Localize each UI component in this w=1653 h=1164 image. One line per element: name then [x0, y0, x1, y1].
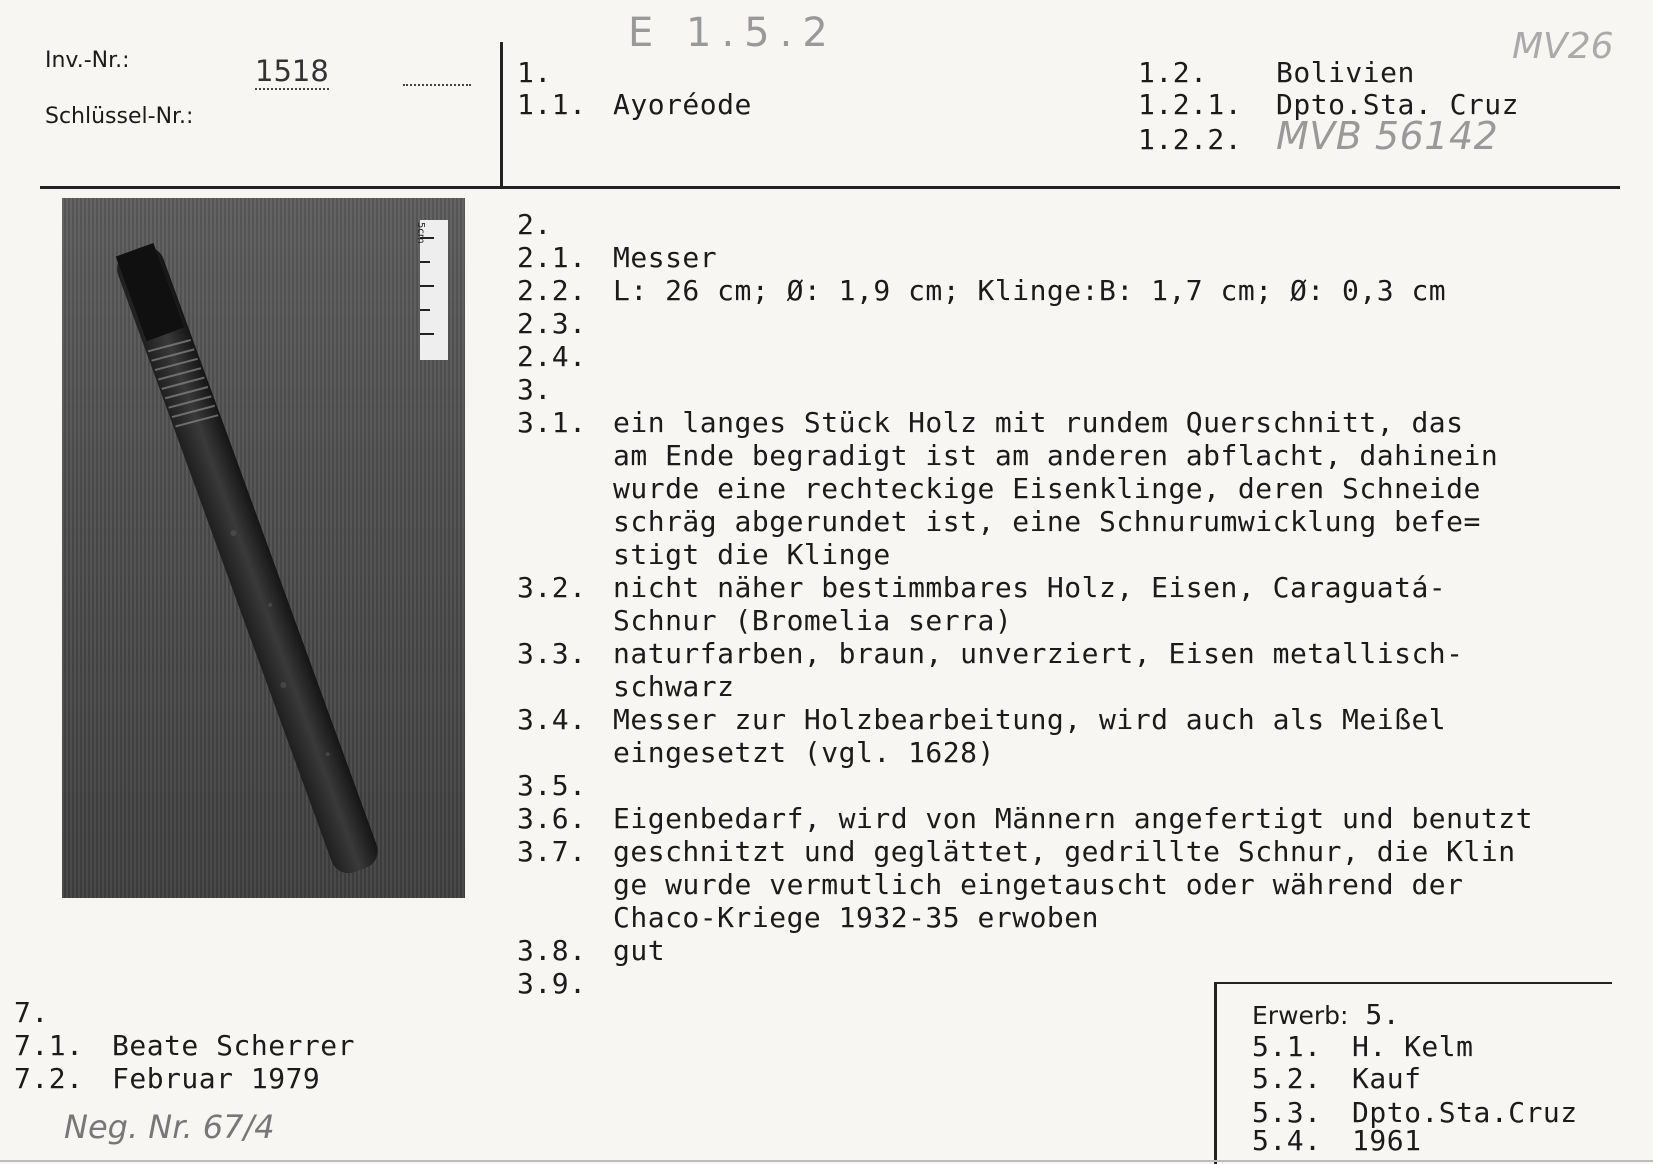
s1-1-row [517, 88, 752, 121]
inv-number: 1518 [255, 54, 329, 88]
s3-row [517, 373, 613, 406]
s3-num: 3.4. [517, 703, 587, 736]
s1-2-1-num: 1.2.1. [1138, 88, 1243, 121]
s3-text: stigt die Klinge [613, 538, 891, 571]
s3-num: 3.3. [517, 637, 587, 670]
top-stamp: E 1.5.2 [628, 10, 838, 56]
knife-image [62, 198, 465, 898]
s3-text: nicht näher bestimmbares Holz, Eisen, Caraguatá- [613, 571, 1447, 604]
s1-2-row [1138, 56, 1415, 89]
inv-value [255, 54, 329, 90]
s3-text: ge wurde vermutlich eingetauscht oder während der [613, 868, 1464, 901]
s3-row [517, 901, 1099, 934]
acquisition-label: Erwerb: [1252, 1001, 1349, 1030]
s5-1-value: H. Kelm [1352, 1030, 1474, 1063]
s3-text: geschnitzt und geglättet, gedrillte Schnur, die Klin [613, 835, 1516, 868]
s3-num: 3.6. [517, 802, 587, 835]
s1-num: 1. [517, 56, 552, 89]
corner-note: MV26 [1512, 26, 1614, 67]
s2-row [517, 340, 613, 373]
s7-num: 7. [14, 996, 49, 1029]
inv-label: Inv.-Nr.: [45, 48, 130, 73]
s3-row [517, 835, 1516, 868]
s1-1-value: Ayoréode [613, 88, 752, 121]
s7-1-num: 7.1. [14, 1029, 84, 1062]
s3-text: Eigenbedarf, wird von Männern angefertigt und benutzt [613, 802, 1533, 835]
s3-row [517, 769, 613, 802]
s2-row [517, 274, 1446, 307]
s3-row [517, 934, 665, 967]
s3-row [517, 571, 1446, 604]
s2-num: 2.4. [517, 340, 587, 373]
card-bottom-edge [0, 1160, 1653, 1162]
s5-1-num: 5.1. [1252, 1030, 1322, 1063]
s2-row [517, 208, 613, 241]
s3-text: eingesetzt (vgl. 1628) [613, 736, 995, 769]
s3-row [517, 670, 735, 703]
s3-row [517, 439, 1498, 472]
s3-num: 3.5. [517, 769, 587, 802]
s3-text: naturfarben, braun, unverziert, Eisen metallisch- [613, 637, 1464, 670]
s7-2-value: Februar 1979 [112, 1062, 321, 1095]
s3-row [517, 604, 1012, 637]
s5-2-value: Kauf [1352, 1062, 1422, 1095]
s3-num: 3.8. [517, 934, 587, 967]
s5-1-row [1252, 1030, 1474, 1063]
s3-text: am Ende begradigt ist am anderen abflacht, dahinein [613, 439, 1499, 472]
s2-text: L: 26 cm; Ø: 1,9 cm; Klinge:B: 1,7 cm; Ø: 0,3 cm [613, 274, 1447, 307]
s5-2-num: 5.2. [1252, 1062, 1322, 1095]
s3-num: 3.7. [517, 835, 587, 868]
s3-row [517, 736, 995, 769]
s7-1-value: Beate Scherrer [112, 1029, 356, 1062]
s3-row [517, 538, 891, 571]
s3-num: 3.9. [517, 967, 587, 1000]
s3-row [517, 868, 1464, 901]
s3-row [517, 703, 1446, 736]
header-divider [500, 42, 503, 186]
s3-text: wurde eine rechteckige Eisenklinge, deren Schneide [613, 472, 1481, 505]
s7-2-num: 7.2. [14, 1062, 84, 1095]
s3-row [517, 505, 1481, 538]
s3-text: schräg abgerundet ist, eine Schnurumwicklung befe= [613, 505, 1481, 538]
s1-1-num: 1.1. [517, 88, 587, 121]
s3-text: Messer zur Holzbearbeitung, wird auch als Meißel [613, 703, 1447, 736]
object-photo [62, 198, 465, 898]
acquisition-box-left [1214, 982, 1217, 1164]
s3-num: 3. [517, 373, 552, 406]
negative-number-note: Neg. Nr. 67/4 [64, 1108, 275, 1146]
s1-2-value: Bolivien [1276, 56, 1415, 89]
scale-label: 5cm [415, 222, 426, 244]
s5-num: 5. [1365, 998, 1401, 1031]
s1-2-2-row [1138, 114, 1499, 158]
s7-2-row [14, 1062, 320, 1095]
s1-2-num: 1.2. [1138, 56, 1208, 89]
s3-num: 3.1. [517, 406, 587, 439]
s3-text: Chaco-Kriege 1932-35 erwoben [613, 901, 1100, 934]
s2-num: 2.2. [517, 274, 587, 307]
s5-4-value: 1961 [1352, 1124, 1422, 1157]
s3-row [517, 802, 1533, 835]
s3-row [517, 637, 1464, 670]
s1-2-2-num: 1.2.2. [1138, 123, 1243, 156]
s3-text: ein langes Stück Holz mit rundem Querschnitt, das [613, 406, 1464, 439]
s2-row [517, 241, 717, 274]
inv-dotted-line [403, 84, 471, 86]
s2-num: 2.3. [517, 307, 587, 340]
s1-2-2-hand: MVB 56142 [1276, 114, 1499, 158]
s3-row [517, 406, 1464, 439]
s2-row [517, 307, 613, 340]
header-rule [40, 186, 1620, 189]
s2-text: Messer [613, 241, 718, 274]
key-label: Schlüssel-Nr.: [45, 104, 194, 129]
s7-1-row [14, 1029, 355, 1062]
s5-3-num: 5.3. [1252, 1096, 1322, 1129]
s2-num: 2.1. [517, 241, 587, 274]
s5-4-num: 5.4. [1252, 1124, 1322, 1157]
acquisition-box-top [1214, 982, 1612, 984]
s2-num: 2. [517, 208, 552, 241]
s5-2-row [1252, 1062, 1421, 1095]
acquisition-head [1252, 998, 1400, 1032]
s3-text: Schnur (Bromelia serra) [613, 604, 1013, 637]
s3-row [517, 472, 1481, 505]
s5-4-row [1252, 1124, 1421, 1157]
s1-2-1-value: Dpto.Sta. Cruz [1276, 88, 1520, 121]
s3-row [517, 967, 613, 1000]
s5-3-value: Dpto.Sta.Cruz [1352, 1096, 1578, 1129]
s3-num: 3.2. [517, 571, 587, 604]
s3-text: schwarz [613, 670, 735, 703]
s3-text: gut [613, 934, 666, 967]
